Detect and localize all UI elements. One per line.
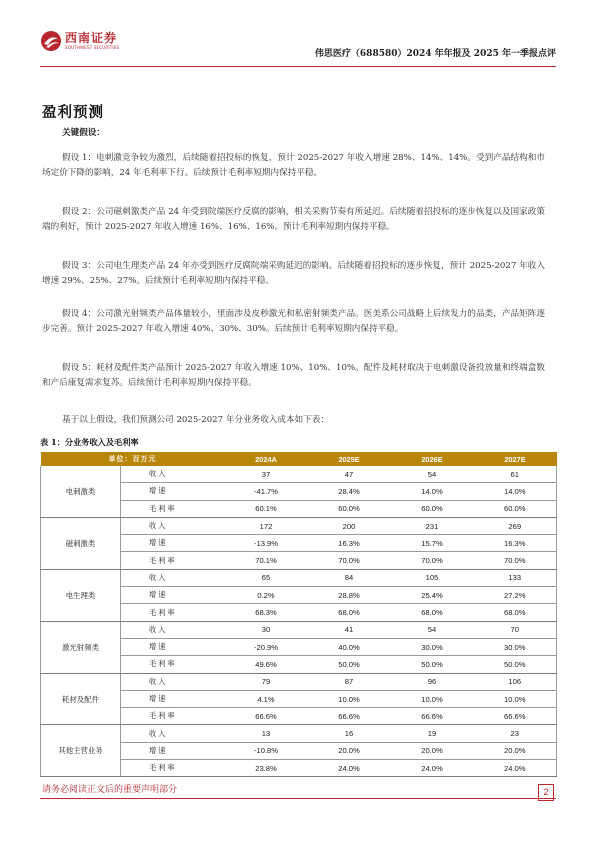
table-cell: 70.1% xyxy=(225,552,308,569)
table-cell: 10.0% xyxy=(308,690,391,707)
segment-name: 电刺激类 xyxy=(41,466,121,517)
metric-label: 增速 xyxy=(121,690,225,707)
logo-icon xyxy=(40,30,62,52)
table-cell: 0.2% xyxy=(225,587,308,604)
table-cell: -10.8% xyxy=(225,742,308,759)
table-cell: 133 xyxy=(474,569,557,586)
table-cell: 24.0% xyxy=(474,760,557,777)
table-cell: 10.0% xyxy=(474,690,557,707)
table-cell: 106 xyxy=(474,673,557,690)
table-cell: 40.0% xyxy=(308,638,391,655)
table-cell: 68.3% xyxy=(225,604,308,621)
table-cell: 61 xyxy=(474,466,557,483)
table-cell: 60.0% xyxy=(474,500,557,517)
metric-label: 毛利率 xyxy=(121,500,225,517)
table-cell: 65 xyxy=(225,569,308,586)
table-cell: 23 xyxy=(474,725,557,742)
table-cell: 50.0% xyxy=(474,656,557,673)
table-cell: 14.0% xyxy=(474,483,557,500)
assumption-paragraph-3: 假设 3：公司电生理类产品 24 年亦受到医疗反腐院端采购延迟的影响。后续随着招投标的逐步恢复，预计 2025-2027 年收入增速 29%、25%、27%。后续预计毛利率短期内保持平稳。 xyxy=(42,261,545,287)
table-cell: 66.6% xyxy=(391,708,474,725)
table-cell: 172 xyxy=(225,517,308,534)
table-cell: 79 xyxy=(225,673,308,690)
table-header-row xyxy=(41,452,557,466)
segment-name: 激光射频类 xyxy=(41,621,121,673)
revenue-margin-table xyxy=(40,452,557,777)
table-cell: 23.8% xyxy=(225,760,308,777)
assumption-paragraph-1: 假设 1：电刺激竞争较为激烈，后续随着招投标的恢复，预计 2025-2027 年收入增速 28%、14%、14%。受到产品结构和市场定价下降的影响，24 年毛利率下行。后续预计毛利率短期内保持平稳。 xyxy=(42,153,545,179)
table-cell: 47 xyxy=(308,466,391,483)
segment-name: 电生理类 xyxy=(41,569,121,621)
table-cell: 66.6% xyxy=(474,708,557,725)
assumption-paragraph-4: 假设 4：公司激光射频类产品体量较小，里面涉及皮秒激光和私密射频类产品。医美系公司战略上后续发力的品类，产品矩阵逐步完善。预计 2025-2027 年收入增速 40%、30%、30%。后续预计毛利率短期内保持平稳。 xyxy=(42,309,545,335)
table-cell: 60.1% xyxy=(225,500,308,517)
year-header: 2025E xyxy=(308,452,391,466)
company-logo xyxy=(40,30,119,52)
table-cell: 24.0% xyxy=(391,760,474,777)
key-assumptions-label: 关键假设： xyxy=(62,128,105,138)
table-cell: 10.0% xyxy=(391,690,474,707)
table-caption: 表 1：分业务收入及毛利率 xyxy=(40,437,139,447)
table-cell: 68.0% xyxy=(474,604,557,621)
metric-label: 收入 xyxy=(121,569,225,586)
assumption-paragraph-2: 假设 2：公司磁刺激类产品 24 年受到院端医疗反腐的影响，相关采购节奏有所延迟。后续随着招投标的逐步恢复以及国家政策端的利好，预计 2025-2027 年收入增速 16%、16%、16%。预计毛利率短期内保持平稳。 xyxy=(42,207,545,233)
unit-header: 单位：百万元 xyxy=(41,452,225,466)
table-cell: 19 xyxy=(391,725,474,742)
footer-divider xyxy=(40,798,556,799)
metric-label: 收入 xyxy=(121,725,225,742)
table-cell: 20.0% xyxy=(308,742,391,759)
table-cell: 68.0% xyxy=(308,604,391,621)
table-cell: 60.0% xyxy=(308,500,391,517)
metric-label: 增速 xyxy=(121,535,225,552)
table-row xyxy=(41,517,557,534)
metric-label: 毛利率 xyxy=(121,708,225,725)
table-cell: 96 xyxy=(391,673,474,690)
table-cell: 30.0% xyxy=(391,638,474,655)
year-header: 2027E xyxy=(474,452,557,466)
table-row xyxy=(41,725,557,742)
table-cell: 66.6% xyxy=(225,708,308,725)
table-cell: 24.0% xyxy=(308,760,391,777)
table-row xyxy=(41,621,557,638)
table-cell: 25.4% xyxy=(391,587,474,604)
table-cell: 200 xyxy=(308,517,391,534)
report-title: 伟思医疗（688580）2024 年年报及 2025 年一季报点评 xyxy=(314,49,556,59)
table-cell: 14.0% xyxy=(391,483,474,500)
table-cell: 30.0% xyxy=(474,638,557,655)
table-cell: 4.1% xyxy=(225,690,308,707)
metric-label: 增速 xyxy=(121,638,225,655)
table-row xyxy=(41,569,557,586)
table-cell: 37 xyxy=(225,466,308,483)
metric-label: 收入 xyxy=(121,621,225,638)
table-cell: 50.0% xyxy=(391,656,474,673)
table-cell: 70.0% xyxy=(308,552,391,569)
table-cell: 70.0% xyxy=(474,552,557,569)
table-cell: 28.8% xyxy=(308,587,391,604)
metric-label: 毛利率 xyxy=(121,656,225,673)
table-cell: 105 xyxy=(391,569,474,586)
page-header xyxy=(40,30,556,64)
logo-name-en: SOUTHWEST SECURITIES xyxy=(65,45,120,50)
section-title: 盈利预测 xyxy=(42,104,104,121)
table-cell: 20.0% xyxy=(474,742,557,759)
segment-name: 其他主营业务 xyxy=(41,725,121,777)
table-row xyxy=(41,466,557,483)
metric-label: 增速 xyxy=(121,483,225,500)
table-cell: 28.4% xyxy=(308,483,391,500)
metric-label: 毛利率 xyxy=(121,552,225,569)
table-cell: 87 xyxy=(308,673,391,690)
table-cell: -41.7% xyxy=(225,483,308,500)
table-cell: 27.2% xyxy=(474,587,557,604)
table-cell: 16.3% xyxy=(474,535,557,552)
metric-label: 收入 xyxy=(121,466,225,483)
table-cell: 54 xyxy=(391,621,474,638)
table-cell: 50.0% xyxy=(308,656,391,673)
table-cell: 84 xyxy=(308,569,391,586)
metric-label: 收入 xyxy=(121,517,225,534)
table-cell: 231 xyxy=(391,517,474,534)
footer-disclaimer: 请务必阅读正文后的重要声明部分 xyxy=(42,785,178,795)
table-cell: 15.7% xyxy=(391,535,474,552)
table-cell: 66.6% xyxy=(308,708,391,725)
logo-name-cn: 西南证券 xyxy=(65,31,118,45)
table-cell: 16.3% xyxy=(308,535,391,552)
table-cell: 54 xyxy=(391,466,474,483)
table-cell: 68.0% xyxy=(391,604,474,621)
table-cell: -20.9% xyxy=(225,638,308,655)
table-cell: 20.0% xyxy=(391,742,474,759)
table-cell: 16 xyxy=(308,725,391,742)
segment-name: 耗材及配件 xyxy=(41,673,121,725)
table-cell: 70 xyxy=(474,621,557,638)
table-row xyxy=(41,673,557,690)
metric-label: 毛利率 xyxy=(121,604,225,621)
header-divider xyxy=(40,66,556,67)
table-cell: -13.9% xyxy=(225,535,308,552)
segment-name: 磁刺激类 xyxy=(41,517,121,569)
metric-label: 增速 xyxy=(121,742,225,759)
table-cell: 269 xyxy=(474,517,557,534)
table-cell: 70.0% xyxy=(391,552,474,569)
metric-label: 收入 xyxy=(121,673,225,690)
year-header: 2024A xyxy=(225,452,308,466)
year-header: 2026E xyxy=(391,452,474,466)
table-cell: 30 xyxy=(225,621,308,638)
table-cell: 13 xyxy=(225,725,308,742)
page-number: 2 xyxy=(538,784,554,801)
table-cell: 49.6% xyxy=(225,656,308,673)
summary-paragraph: 基于以上假设，我们预测公司 2025-2027 年分业务收入成本如下表： xyxy=(62,415,329,425)
table-cell: 60.0% xyxy=(391,500,474,517)
assumption-paragraph-5: 假设 5：耗材及配件类产品预计 2025-2027 年收入增速 10%、10%、10%。配件及耗材取决于电刺激设备投放量和终端盒数和产后康复需求复苏。后续预计毛利率短期内保持平稳。 xyxy=(42,363,545,389)
metric-label: 毛利率 xyxy=(121,760,225,777)
metric-label: 增速 xyxy=(121,587,225,604)
table-cell: 41 xyxy=(308,621,391,638)
